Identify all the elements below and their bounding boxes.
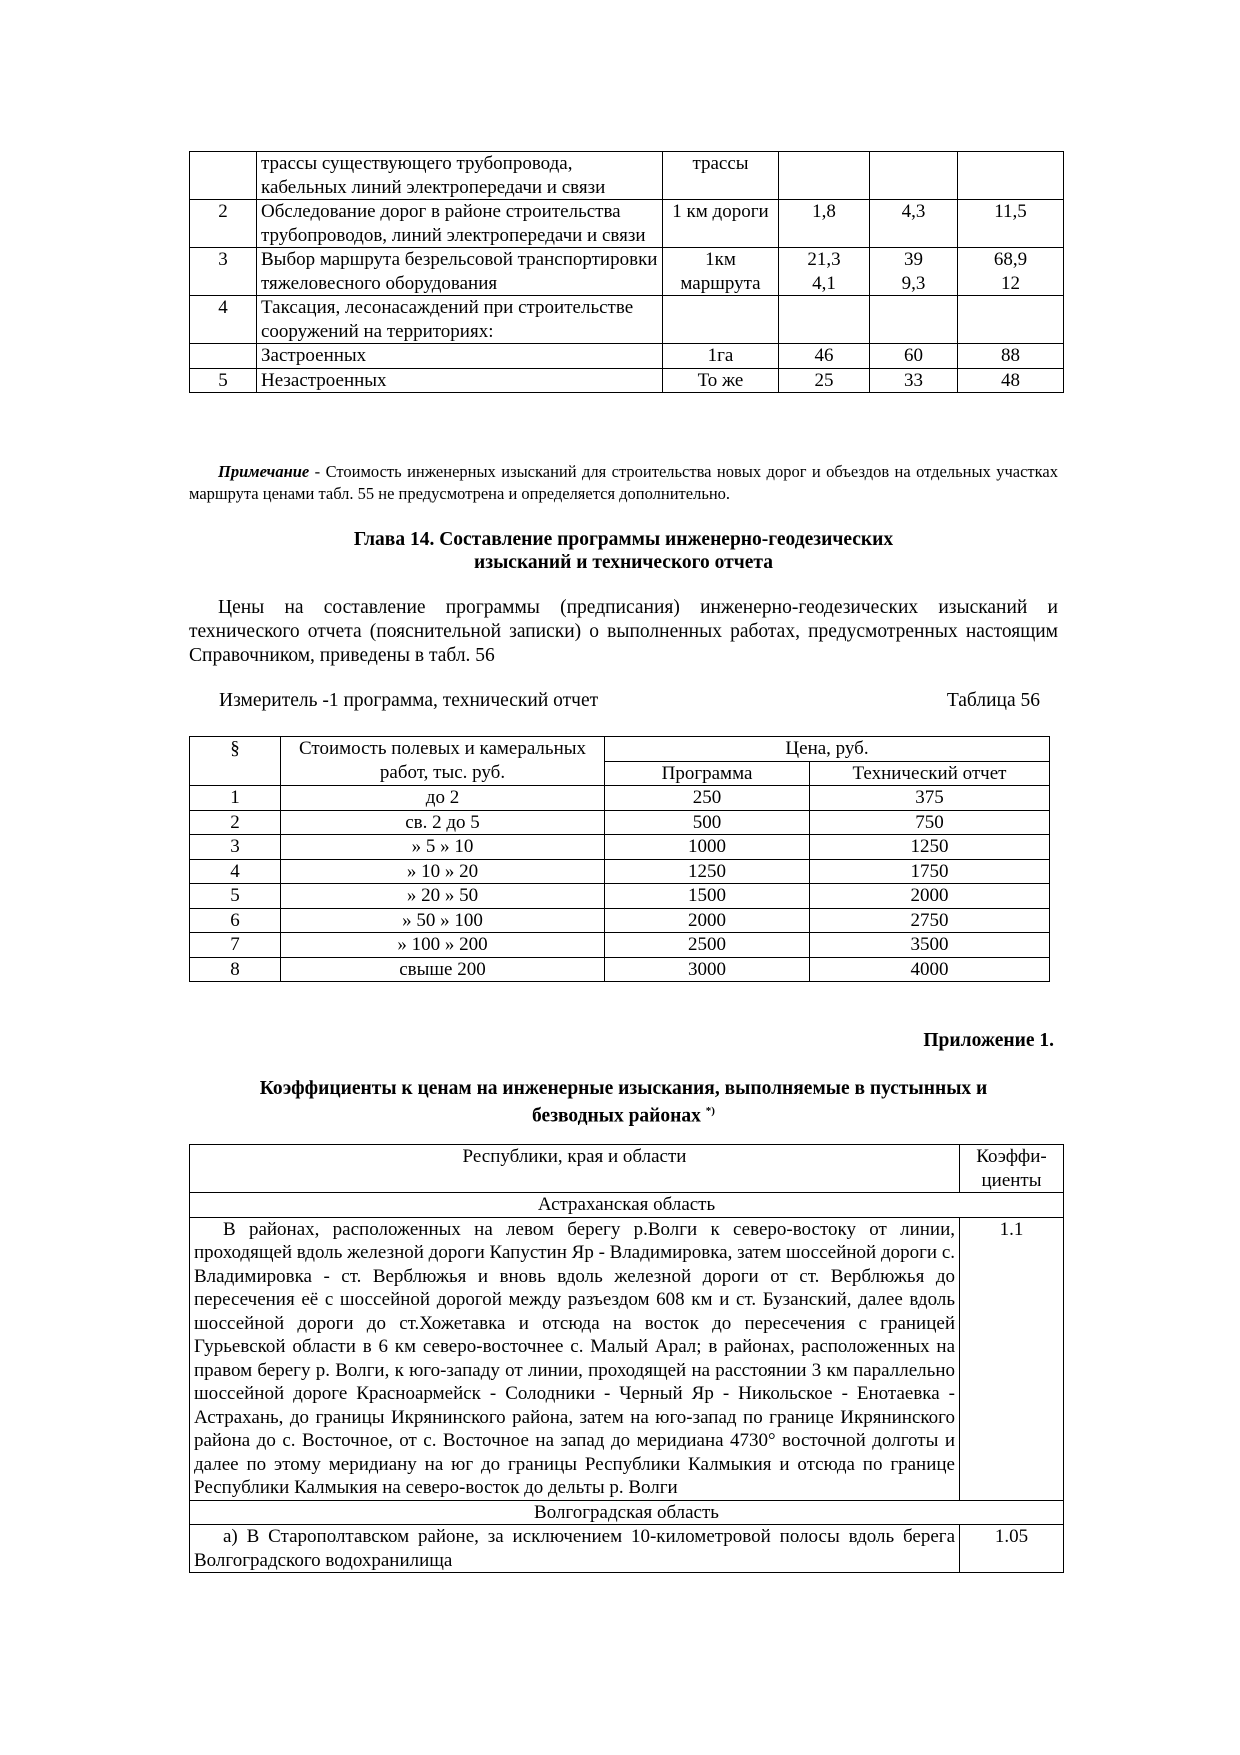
column-header-price: Цена, руб. [605,737,1050,762]
measure-unit-label: Измеритель -1 программа, технический отчет [219,690,599,711]
work-name: трассы существующего трубопровода, кабельных линий электропередачи и связи [257,152,663,200]
cost-cell: до 2 [281,786,605,811]
value-cell: 25 [779,368,870,393]
value-cell: 46 [779,344,870,369]
column-header-report: Технический отчет [810,761,1050,786]
value-cell: 21,3 4,1 [779,248,870,296]
column-header-region: Республики, края и области [190,1145,960,1193]
report-price-cell: 375 [810,786,1050,811]
table-row [190,859,1050,884]
row-number: 3 [190,835,281,860]
region-group-row [190,1500,1064,1525]
table-row [190,248,1064,296]
program-price-cell: 1500 [605,884,810,909]
row-number: 2 [190,200,257,248]
table-row [190,296,1064,344]
coefficient-cell: 1.1 [960,1217,1064,1500]
table-row [190,908,1050,933]
region-description: В районах, расположенных на левом берегу р.Волги к северо-востоку от линии, проходящей вдоль железной дороги Капустин Яр - Владимировка, затем шоссейной дороги с. Владимировка - ст. Верблюжья и вновь вдоль железной дороги от ст. Верблюжья до пересечения её с шоссейной дорогой между разъездом 608 км и ст. Бузанский, далее вдоль шоссейной дороги до ст.Хожетавка и отсюда на восток до пересечения с границей Гурьевской области в 6 км северо-восточнее с. Малый Арал; в районах, расположенных на правом берегу р. Волги, к юго-западу от линии, проходящей на расстоянии 3 км параллельно шоссейной дороге Красноармейск - Солодники - Черный Яр - Никольское - Енотаевка - Астрахань, до границы Икрянинского района, затем на юго-запад по границе Икрянинского района до с. Восточное, от с. Восточное на запад до меридиана 4730° восточной долготы и далее по этому меридиану на юг до границы Республики Калмыкия и отсюда по границе Республики Калмыкия на северо-восток до дельты р. Волги [190,1217,960,1500]
report-price-cell: 1250 [810,835,1050,860]
appendix-title-line2-text: безводных районах [532,1105,701,1127]
table-row [190,884,1050,909]
unit-cell: 1км маршрута [663,248,779,296]
table-row [190,152,1064,200]
unit-cell: 1 км дороги [663,200,779,248]
appendix-title-line2 [189,1100,1058,1128]
table-row [190,1217,1064,1500]
note-paragraph [189,461,1058,505]
program-price-cell: 1000 [605,835,810,860]
work-name: Таксация, лесонасаждений при строительстве сооружений на территориях: [257,296,663,344]
program-price-cell: 3000 [605,957,810,982]
table-row [190,786,1050,811]
table-row [190,200,1064,248]
value-cell: 4,3 [870,200,958,248]
table-row [190,1525,1064,1573]
row-number: 2 [190,810,281,835]
unit-cell: То же [663,368,779,393]
appendix-title-line1: Коэффициенты к ценам на инженерные изыскания, выполняемые в пустынных и [259,1078,988,1099]
column-header-program: Программа [605,761,810,786]
value-cell [870,296,958,344]
row-number [190,344,257,369]
value-cell: 1,8 [779,200,870,248]
report-price-cell: 4000 [810,957,1050,982]
table-header-row [190,737,1050,762]
table-row [190,835,1050,860]
value-cell [779,296,870,344]
cost-cell: » 100 » 200 [281,933,605,958]
value-cell: 33 [870,368,958,393]
table-row [190,368,1064,393]
row-number: 6 [190,908,281,933]
value-cell [958,296,1064,344]
report-price-cell: 1750 [810,859,1050,884]
row-number: 5 [190,884,281,909]
price-table-55 [189,151,1064,393]
work-name: Незастроенных [257,368,663,393]
row-number: 7 [190,933,281,958]
note-label: Примечание [218,462,310,481]
price-table-56 [189,736,1050,982]
appendix-title [189,1077,1058,1128]
program-price-cell: 2000 [605,908,810,933]
table-row [190,933,1050,958]
program-price-cell: 1250 [605,859,810,884]
coefficient-cell: 1.05 [960,1525,1064,1573]
row-number: 8 [190,957,281,982]
value-cell: 88 [958,344,1064,369]
value-cell: 60 [870,344,958,369]
table-row [190,810,1050,835]
work-name: Выбор маршрута безрельсовой транспортировки тяжеловесного оборудования [257,248,663,296]
coefficient-table [189,1144,1064,1573]
table-row [190,957,1050,982]
table-row [190,344,1064,369]
value-cell: 39 9,3 [870,248,958,296]
row-number: 5 [190,368,257,393]
program-price-cell: 2500 [605,933,810,958]
chapter-heading-line1: Глава 14. Составление программы инженерно-геодезических [353,529,894,550]
body-paragraph: Цены на составление программы (предписания) инженерно-геодезических изысканий и технического отчета (пояснительной записки) о выполненных работах, предусмотренных настоящим Справочником, приведены в табл. 56 [189,597,1058,666]
cost-cell: » 5 » 10 [281,835,605,860]
column-header-cost: Стоимость полевых и камеральных работ, тыс. руб. [281,737,605,786]
row-number: 4 [190,296,257,344]
footnote-mark: *) [705,1105,715,1117]
row-number: 4 [190,859,281,884]
cost-cell: » 10 » 20 [281,859,605,884]
cost-cell: св. 2 до 5 [281,810,605,835]
cost-cell: свыше 200 [281,957,605,982]
chapter-heading [189,528,1058,574]
value-cell: 11,5 [958,200,1064,248]
appendix-label: Приложение 1. [923,1030,1054,1051]
column-header-coefficient: Коэффи-циенты [960,1145,1064,1193]
column-header-section: § [190,737,281,786]
cost-cell: » 50 » 100 [281,908,605,933]
unit-cell: 1га [663,344,779,369]
work-name: Обследование дорог в районе строительства трубопроводов, линий электропередачи и связи [257,200,663,248]
cost-cell: » 20 » 50 [281,884,605,909]
value-cell: 68,9 12 [958,248,1064,296]
chapter-heading-line2: изысканий и технического отчета [474,552,773,573]
report-price-cell: 3500 [810,933,1050,958]
unit-cell: трассы [663,152,779,200]
table-number-label: Таблица 56 [946,690,1040,711]
note-text: - Стоимость инженерных изысканий для строительства новых дорог и объездов на отдельных участках маршрута ценами табл. 55 не предусмотрена и определяется дополнительно. [189,462,1058,503]
region-name: Волгоградская область [190,1500,1064,1525]
region-name: Астраханская область [190,1193,1064,1218]
program-price-cell: 500 [605,810,810,835]
region-group-row [190,1193,1064,1218]
report-price-cell: 750 [810,810,1050,835]
row-number: 1 [190,786,281,811]
table-header-row [190,1145,1064,1193]
report-price-cell: 2750 [810,908,1050,933]
value-cell [958,152,1064,200]
value-cell [779,152,870,200]
value-cell [870,152,958,200]
region-description: а) В Старополтавском районе, за исключением 10-километровой полосы вдоль берега Волгоградского водохранилища [190,1525,960,1573]
work-name: Застроенных [257,344,663,369]
report-price-cell: 2000 [810,884,1050,909]
program-price-cell: 250 [605,786,810,811]
row-number: 3 [190,248,257,296]
row-number [190,152,257,200]
value-cell: 48 [958,368,1064,393]
unit-cell [663,296,779,344]
